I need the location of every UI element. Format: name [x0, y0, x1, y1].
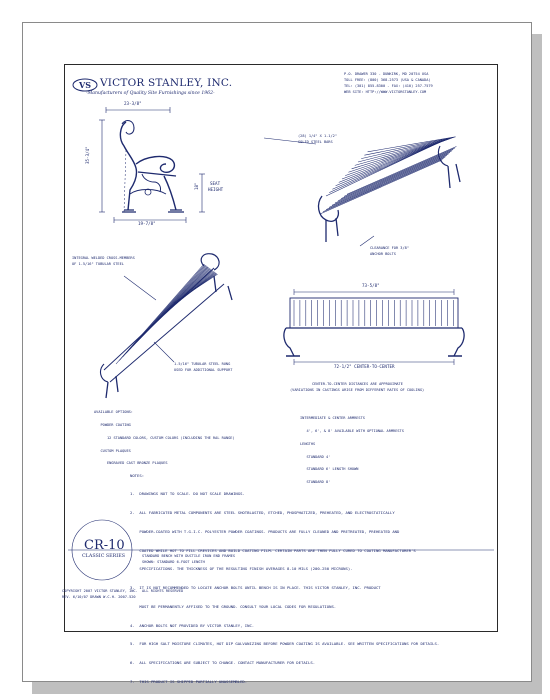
option-line: AVAILABLE OPTIONS:	[94, 410, 133, 415]
option-line: 12 STANDARD COLORS, CUSTOM COLORS (INCLUDING THE RAL RANGE)	[94, 435, 235, 440]
callout-cross-members: INTEGRAL WELDED CROSS-MEMBERS	[72, 256, 135, 260]
slat-line	[352, 139, 450, 169]
option-line: LENGTHS	[300, 441, 316, 446]
logo-mark: VS	[79, 80, 91, 90]
option-line: STANDARD 6' LENGTH SHOWN	[300, 467, 359, 472]
address-line: WEB SITE: HTTP://WWW.VICTORSTANLEY.COM	[344, 90, 427, 94]
approx-note: (VARIATIONS IN CASTINGS ARISE FROM DIFFERENT RATES OF COOLING)	[290, 388, 425, 392]
overall-length-dim: 73-5/8"	[362, 283, 380, 288]
note-line: 7. THIS PRODUCT IS SHIPPED PARTIALLY UNASSEMBLED.	[130, 678, 248, 684]
note-line: 5. FOR HIGH SALT MOISTURE CLIMATES, HOT DIP GALVANIZING BEFORE POWDER COATING IS AVAILABLE. SEE WRITTEN SPECIFICATIONS FOR DETAILS.	[130, 641, 440, 647]
center-to-center-dim: 72-1/2" CENTER-TO-CENTER	[334, 364, 395, 369]
shown-length: SHOWN: STANDARD 6-FOOT LENGTH	[142, 560, 205, 564]
copyright-text: COPYRIGHT 2007 VICTOR STANLEY, INC. ALL RIGHTS RESERVED	[62, 589, 184, 593]
option-line: STANDARD 8'	[300, 479, 331, 484]
slat-line	[348, 139, 448, 172]
slat-line	[355, 138, 451, 165]
slat-line	[364, 137, 454, 155]
slat-line	[104, 268, 214, 370]
notes-block	[130, 460, 439, 698]
front-end-frames	[284, 328, 464, 356]
side-seat-line	[138, 172, 176, 176]
rear-isometric-view	[101, 254, 232, 398]
side-front-leg	[164, 176, 176, 210]
option-line: POWDER COATING	[94, 423, 131, 428]
slat-line	[332, 154, 448, 205]
note-line: POWDER-COATED WITH T.G.I.C. POLYESTER POWDER COATINGS. PRODUCTS ARE FULLY CLEANED AND PRETREATED, PREHEATED AND	[130, 528, 400, 534]
side-elevation-view	[99, 107, 205, 223]
product-description: STANDARD BENCH WITH DUCTILE IRON END FRAMES	[142, 554, 236, 558]
option-line: 4', 6', & 8' AVAILABLE WITH OPTIONAL ARMRESTS	[300, 429, 404, 434]
slat-line	[345, 140, 447, 176]
isometric-view	[264, 137, 460, 246]
callout-steel-bars: (28) 1/4" X 1-1/2"	[298, 134, 337, 138]
seat-height-label: SEAT	[210, 181, 221, 186]
note-line: 1. DRAWINGS NOT TO SCALE. DO NOT SCALE DRAWINGS.	[130, 491, 245, 497]
option-line: CUSTOM PLAQUES	[94, 448, 131, 453]
note-line: COATED WHILE HOT TO FILL CREVICES AND BUILD COATING FILM. CERTAIN PARTS ARE THEN FULLY CURED TO COATING MANUFACTURER'S	[130, 547, 416, 553]
side-armrest-scroll	[136, 157, 174, 173]
foot-width-dim: 19-7/8"	[138, 221, 156, 226]
side-height-dim: 35-3/4"	[85, 146, 90, 164]
leader-clearance	[360, 236, 374, 246]
iso-slats	[320, 137, 456, 214]
side-top-scroll	[122, 121, 134, 135]
series-name: CLASSIC SERIES	[82, 554, 125, 559]
callout-tubular-rung: USED FOR ADDITIONAL SUPPORT	[174, 368, 233, 372]
side-front-foot	[168, 210, 184, 212]
company-tagline: -Manufacturers of Quality Site Furnishings since 1962-	[86, 91, 215, 96]
option-line: STANDARD 4'	[300, 454, 331, 459]
approx-note: CENTER-TO-CENTER DISTANCES ARE APPROXIMATE	[312, 382, 403, 386]
callout-steel-bars: SOLID STEEL BARS	[298, 140, 333, 144]
note-line: 4. ANCHOR BOLTS NOT PROVIDED BY VICTOR STANLEY, INC.	[130, 622, 255, 628]
note-line: SPECIFICATIONS. THE THICKNESS OF THE RESULTING FINISH AVERAGES 8-10 MILS (200-250 MICRONS).	[130, 566, 353, 572]
front-backrest	[290, 298, 458, 328]
rear-right-arm	[201, 254, 219, 270]
leader-cross-members	[124, 276, 156, 300]
note-line: 6. ALL SPECIFICATIONS ARE SUBJECT TO CHANGE. CONTACT MANUFACTURER FOR DETAILS.	[130, 660, 316, 665]
callout-clearance: CLEARANCE FOR 3/8"	[370, 246, 409, 250]
rear-left-legs	[106, 376, 118, 398]
option-line: ENGRAVED CAST BRONZE PLAQUES	[94, 461, 168, 466]
option-line: INTERMEDIATE & CENTER ARMRESTS	[300, 416, 365, 421]
model-number: CR-10	[84, 538, 125, 553]
note-line: NOTES:	[130, 472, 145, 478]
drawing-area	[62, 64, 498, 684]
seat-height-label: HEIGHT	[208, 187, 224, 192]
iso-right-legs	[448, 164, 460, 188]
side-width-dim: 23-3/8"	[124, 101, 142, 106]
front-elevation-view	[284, 289, 464, 365]
address-line: P.O. DRAWER 330 - DUNKIRK, MD 20754 USA	[344, 72, 429, 76]
side-back-upright	[120, 122, 136, 210]
callout-tubular-rung: 1-5/16" TUBULAR STEEL RUNG	[174, 362, 231, 366]
revision-text: REV. 6/10/07 DRAWN W.C.H. 2007-520	[62, 595, 136, 599]
note-line: 2. ALL FABRICATED METAL COMPONENTS ARE STEEL SHOTBLASTED, ETCHED, PHOSPHATIZED, PREHEATED, AND ELECTROSTATICALLY	[130, 510, 395, 515]
front-slats	[294, 300, 453, 326]
callout-cross-members: OF 1-5/16" TUBULAR STEEL	[72, 262, 124, 266]
slat-line	[341, 150, 453, 199]
callout-clearance: ANCHOR BOLTS	[370, 252, 396, 256]
note-line: 3. IT IS NOT RECOMMENDED TO LOCATE ANCHOR BOLTS UNTIL BENCH IS IN PLACE. THIS VICTOR STANLEY, INC. PRODUCT	[130, 585, 381, 590]
seat-height-dim: 18"	[194, 182, 199, 190]
rear-right-legs	[214, 276, 232, 300]
address-line: TEL: (301) 855-8300 - FAX: (410) 257-7579	[344, 84, 433, 88]
leader-tubular	[154, 342, 174, 362]
address-line: TOLL FREE: (800) 368-2573 (USA & CANADA)	[344, 78, 431, 82]
note-line: MUST BE PERMANENTLY AFFIXED TO THE GROUND. CONSULT YOUR LOCAL CODES FOR REGULATIONS.	[130, 603, 337, 609]
company-name: VICTOR STANLEY, INC.	[100, 77, 233, 89]
